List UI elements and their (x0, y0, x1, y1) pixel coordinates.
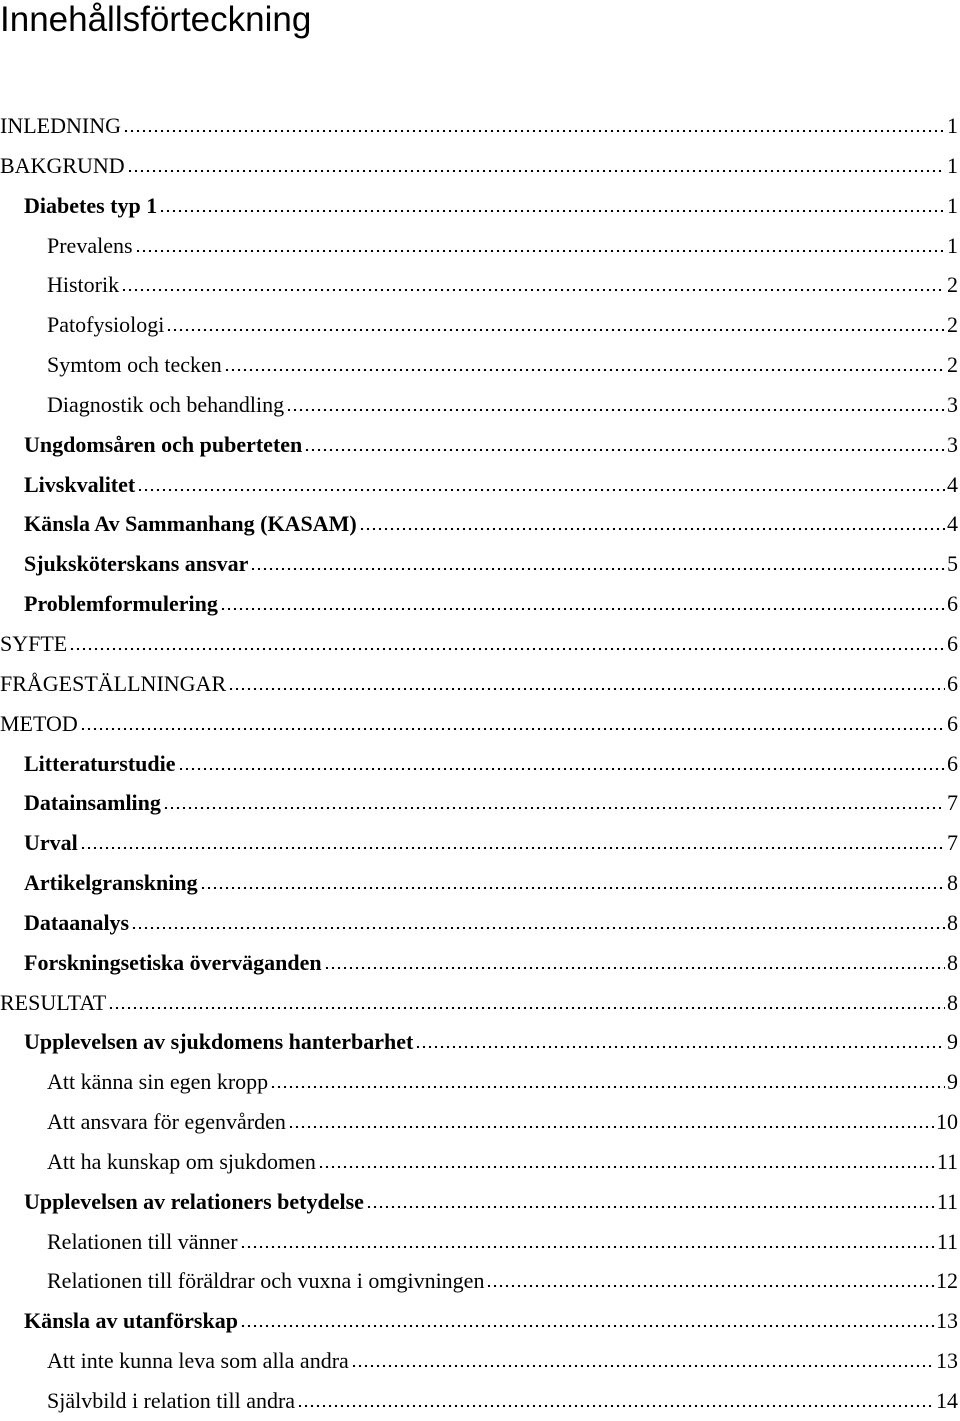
dot-leader (270, 1086, 945, 1088)
toc-entry[interactable] (0, 305, 960, 345)
dot-leader (240, 1325, 934, 1327)
toc-entry[interactable] (0, 1102, 960, 1142)
dot-leader (69, 648, 945, 650)
toc-entry-page-number: 13 (936, 1308, 958, 1334)
toc-entry-page-number: 8 (947, 989, 958, 1015)
toc-entry-label: Problemformulering (24, 591, 218, 617)
dot-leader (297, 1405, 934, 1407)
toc-entry[interactable] (0, 1261, 960, 1301)
toc-entry-page-number: 9 (947, 1029, 958, 1055)
toc-entry-label: Relationen till föräldrar och vuxna i omgivningen (47, 1268, 485, 1294)
dot-leader (220, 608, 945, 610)
toc-entry-label: Att ha kunskap om sjukdomen (47, 1148, 316, 1174)
toc-entry-page-number: 6 (947, 630, 958, 656)
toc-entry-page-number: 7 (947, 830, 958, 856)
table-of-contents (0, 106, 960, 1421)
toc-entry[interactable] (0, 903, 960, 943)
toc-entry-label: Upplevelsen av relationers betydelse (24, 1188, 364, 1214)
dot-leader (80, 728, 945, 730)
dot-leader (318, 1166, 935, 1168)
dot-leader (250, 568, 945, 570)
dot-leader (123, 130, 945, 132)
toc-entry[interactable] (0, 1222, 960, 1262)
dot-leader (159, 210, 945, 212)
toc-entry-page-number: 2 (947, 352, 958, 378)
toc-entry-label: Diagnostik och behandling (47, 391, 285, 417)
toc-entry-page-number: 14 (936, 1388, 958, 1413)
toc-entry-page-number: 1 (947, 232, 958, 258)
toc-entry-label: Artikelgranskning (24, 870, 198, 896)
toc-entry[interactable] (0, 544, 960, 584)
toc-entry-page-number: 1 (947, 152, 958, 178)
toc-entry-page-number: 6 (947, 670, 958, 696)
toc-entry-label: Känsla Av Sammanhang (KASAM) (24, 511, 357, 537)
dot-leader (121, 289, 945, 291)
toc-entry[interactable] (0, 1182, 960, 1222)
dot-leader (108, 1007, 945, 1009)
toc-entry-label: Ungdomsåren och puberteten (24, 431, 303, 457)
dot-leader (228, 688, 945, 690)
toc-entry[interactable] (0, 744, 960, 784)
toc-entry-page-number: 9 (947, 1069, 958, 1095)
toc-entry[interactable] (0, 664, 960, 704)
dot-leader (286, 409, 945, 411)
toc-entry-page-number: 1 (947, 113, 958, 138)
toc-entry-page-number: 7 (947, 790, 958, 816)
toc-entry-page-number: 11 (936, 1148, 958, 1174)
toc-entry-label: Självbild i relation till andra (47, 1388, 296, 1413)
toc-entry[interactable] (0, 345, 960, 385)
toc-entry[interactable] (0, 1022, 960, 1062)
toc-entry-label: METOD (0, 710, 78, 736)
page-title: Innehållsförteckning (0, 0, 312, 39)
toc-entry-page-number: 13 (936, 1348, 958, 1374)
toc-entry-page-number: 4 (947, 511, 958, 537)
toc-entry-label: Prevalens (47, 232, 133, 258)
toc-entry-page-number: 3 (947, 431, 958, 457)
toc-entry-label: RESULTAT (0, 989, 107, 1015)
toc-entry-label: Urval (24, 830, 78, 856)
toc-entry-label: Att inte kunna leva som alla andra (47, 1348, 349, 1374)
toc-entry-label: Datainsamling (24, 790, 161, 816)
dot-leader (324, 967, 945, 969)
dot-leader (131, 927, 945, 929)
toc-entry[interactable] (0, 624, 960, 664)
toc-entry-label: Historik (47, 272, 120, 298)
dot-leader (166, 329, 945, 331)
dot-leader (178, 768, 945, 770)
toc-entry-page-number: 3 (947, 391, 958, 417)
toc-entry[interactable] (0, 1142, 960, 1182)
toc-entry[interactable] (0, 465, 960, 505)
toc-entry-page-number: 11 (936, 1228, 958, 1254)
toc-entry-page-number: 6 (947, 591, 958, 617)
dot-leader (137, 489, 945, 491)
toc-entry-page-number: 10 (936, 1109, 958, 1135)
dot-leader (366, 1206, 935, 1208)
dot-leader (224, 369, 945, 371)
toc-entry-page-number: 5 (947, 551, 958, 577)
toc-entry-label: Symtom och tecken (47, 352, 222, 378)
toc-entry-page-number: 6 (947, 710, 958, 736)
toc-entry-label: BAKGRUND (0, 152, 125, 178)
toc-entry[interactable] (0, 106, 960, 146)
toc-entry-label: Diabetes typ 1 (24, 192, 158, 218)
toc-entry[interactable] (0, 983, 960, 1023)
dot-leader (351, 1365, 934, 1367)
toc-entry[interactable] (0, 146, 960, 186)
toc-entry-label: Livskvalitet (24, 471, 136, 497)
toc-entry-label: Patofysiologi (47, 312, 165, 338)
toc-entry[interactable] (0, 265, 960, 305)
toc-entry-label: Upplevelsen av sjukdomens hanterbarhet (24, 1029, 414, 1055)
toc-entry-label: Litteraturstudie (24, 750, 176, 776)
toc-entry-label: Känsla av utanförskap (24, 1308, 238, 1334)
dot-leader (486, 1285, 934, 1287)
toc-entry[interactable] (0, 1381, 960, 1421)
toc-entry[interactable] (0, 1301, 960, 1341)
dot-leader (127, 170, 945, 172)
toc-entry-label: Att ansvara för egenvården (47, 1109, 286, 1135)
toc-entry-page-number: 6 (947, 750, 958, 776)
toc-entry-page-number: 2 (947, 272, 958, 298)
toc-entry-page-number: 8 (947, 909, 958, 935)
toc-entry-page-number: 11 (936, 1188, 958, 1214)
toc-entry[interactable] (0, 385, 960, 425)
toc-entry-label: Att känna sin egen kropp (47, 1069, 269, 1095)
dot-leader (359, 528, 945, 530)
toc-entry[interactable] (0, 584, 960, 624)
dot-leader (200, 887, 945, 889)
toc-entry-label: Forskningsetiska överväganden (24, 949, 322, 975)
toc-entry-page-number: 2 (947, 312, 958, 338)
toc-entry[interactable] (0, 783, 960, 823)
toc-entry-label: INLEDNING (0, 113, 121, 138)
dot-leader (80, 847, 945, 849)
toc-entry-page-number: 1 (947, 192, 958, 218)
dot-leader (135, 250, 945, 252)
toc-entry[interactable] (0, 704, 960, 744)
toc-entry[interactable] (0, 226, 960, 266)
toc-entry-label: Sjuksköterskans ansvar (24, 551, 249, 577)
toc-entry[interactable] (0, 1062, 960, 1102)
toc-entry[interactable] (0, 823, 960, 863)
toc-entry[interactable] (0, 863, 960, 903)
toc-entry-page-number: 4 (947, 471, 958, 497)
toc-entry-label: Relationen till vänner (47, 1228, 238, 1254)
toc-entry[interactable] (0, 425, 960, 465)
dot-leader (288, 1126, 934, 1128)
toc-entry-label: SYFTE (0, 630, 68, 656)
dot-leader (163, 807, 945, 809)
toc-entry-page-number: 8 (947, 870, 958, 896)
toc-entry-label: Dataanalys (24, 909, 130, 935)
toc-entry[interactable] (0, 186, 960, 226)
toc-entry[interactable] (0, 1341, 960, 1381)
toc-entry[interactable] (0, 943, 960, 983)
dot-leader (415, 1046, 945, 1048)
toc-entry-page-number: 8 (947, 949, 958, 975)
toc-entry-label: FRÅGESTÄLLNINGAR (0, 670, 227, 696)
dot-leader (240, 1246, 935, 1248)
toc-entry-page-number: 12 (936, 1268, 958, 1294)
toc-entry[interactable] (0, 504, 960, 544)
dot-leader (304, 449, 945, 451)
